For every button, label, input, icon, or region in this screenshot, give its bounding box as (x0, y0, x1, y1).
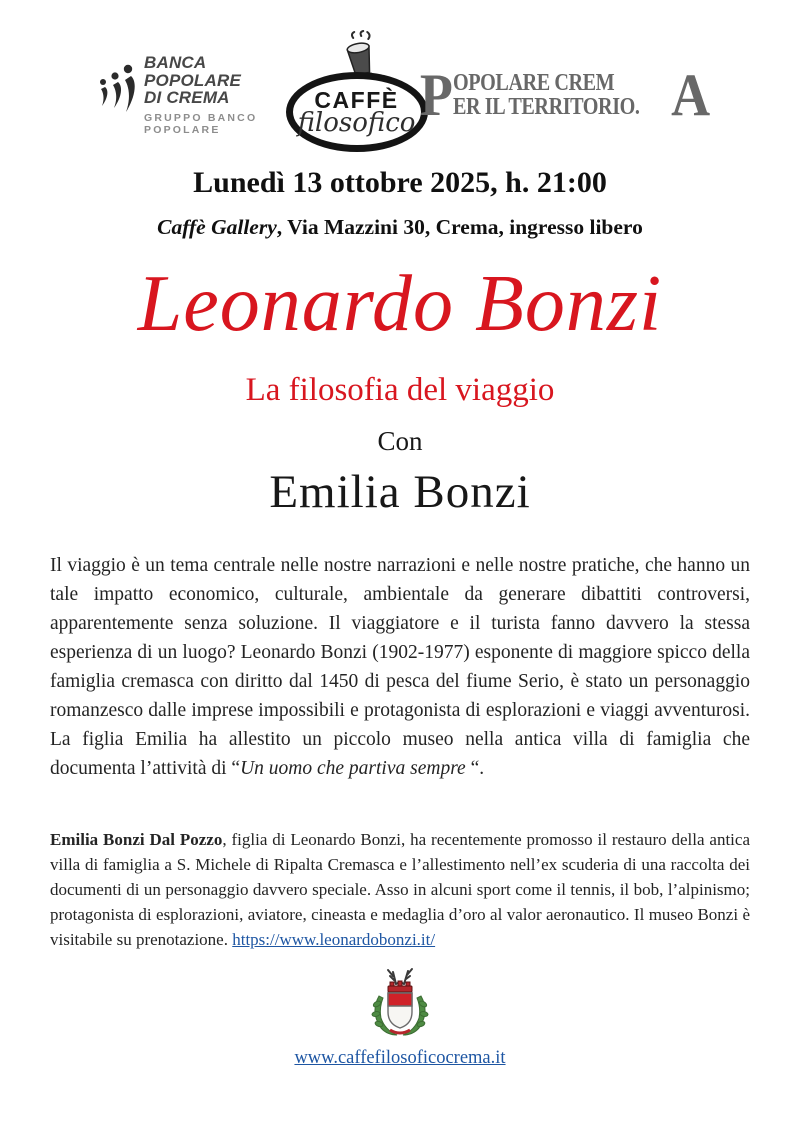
banca-line1: BANCA POPOLARE (144, 52, 242, 90)
popolare-big-p: P (419, 62, 453, 128)
with-label: Con (377, 426, 423, 456)
speaker-name: Emilia Bonzi (269, 466, 531, 518)
leonardobonzi-link[interactable]: https://www.leonardobonzi.it/ (232, 930, 436, 949)
caffe-script-text: filosofico (297, 107, 416, 138)
text-segment: “. (465, 758, 485, 779)
caffefilosofico-website-link[interactable]: www.caffefilosoficocrema.it (294, 1048, 506, 1068)
event-venue (0, 215, 800, 240)
text-segment: Emilia Bonzi Dal Pozzo (50, 830, 223, 849)
banca-popolare-di-crema-logo (96, 54, 295, 137)
event-datetime: Lunedì 13 ottobre 2025, h. 21:00 (193, 166, 607, 199)
banca-line2: DI CREMA (144, 88, 230, 108)
popolare-bottom-line: ER IL TERRITORIO. (452, 94, 640, 120)
body-paragraph-1 (50, 551, 750, 783)
three-figures-icon (96, 61, 136, 130)
banca-logo-text (144, 54, 295, 137)
banca-subtitle: GRUPPO BANCO POPOLARE (144, 112, 258, 137)
event-title: Leonardo Bonzi (137, 260, 663, 348)
crema-coat-of-arms (0, 966, 800, 1046)
text-segment: Caffè Gallery (157, 215, 277, 239)
text-segment: , Via Mazzini 30, Crema, ingresso libero (276, 215, 643, 239)
popolare-top-line: OPOLARE CREM (452, 69, 614, 96)
popolare-crema-territorio-logo (418, 62, 712, 128)
popolare-lines (453, 71, 640, 120)
caffe-filosofico-logo (295, 32, 418, 152)
text-segment: Un uomo che partiva sempre (240, 758, 466, 779)
body-paragraph-2 (50, 827, 750, 952)
sponsor-logos-row (0, 0, 800, 152)
caffe-caps-text: CAFFÈ (314, 86, 399, 113)
text-segment: , figlia di Leonardo Bonzi, ha recentemente promosso il restauro della antica villa di famiglia a S. Michele di Ripalta Cremasca e l’allestimento nell’ex scuderia di una raccolta dei documenti di un personaggio davvero speciale. Asso in alcuni sport come il tennis, il bob, l’alpinismo; protagonista di esplorazioni, aviatore, cineasta e medaglia d’oro al valor aeronautico. Il museo Bonzi è visitabile su prenotazione. (50, 830, 750, 949)
event-subtitle: La filosofia del viaggio (245, 372, 555, 408)
text-segment: Il viaggio è un tema centrale nelle nostre narrazioni e nelle nostre pratiche, che hanno un tale impatto economico, culturale, ambientale da generare dibattiti controversi, apparentemente senza soluzione. Il viaggiatore e il turista fanno davvero la stessa esperienza di un luogo? Leonardo Bonzi (1902-1977) esponente di maggiore spicco della famiglia cremasca con diritto dal 1450 di pesca del fiume Serio, è stato un personaggio romanzesco dalle imprese impossibili e protagonista di esplorazioni e viaggi avventurosi. La figlia Emilia ha allestito un piccolo museo nella antica villa di famiglia che documenta l’attività di “ (50, 555, 750, 779)
caffe-oval-badge (286, 72, 428, 152)
popolare-big-a: A (670, 62, 710, 128)
